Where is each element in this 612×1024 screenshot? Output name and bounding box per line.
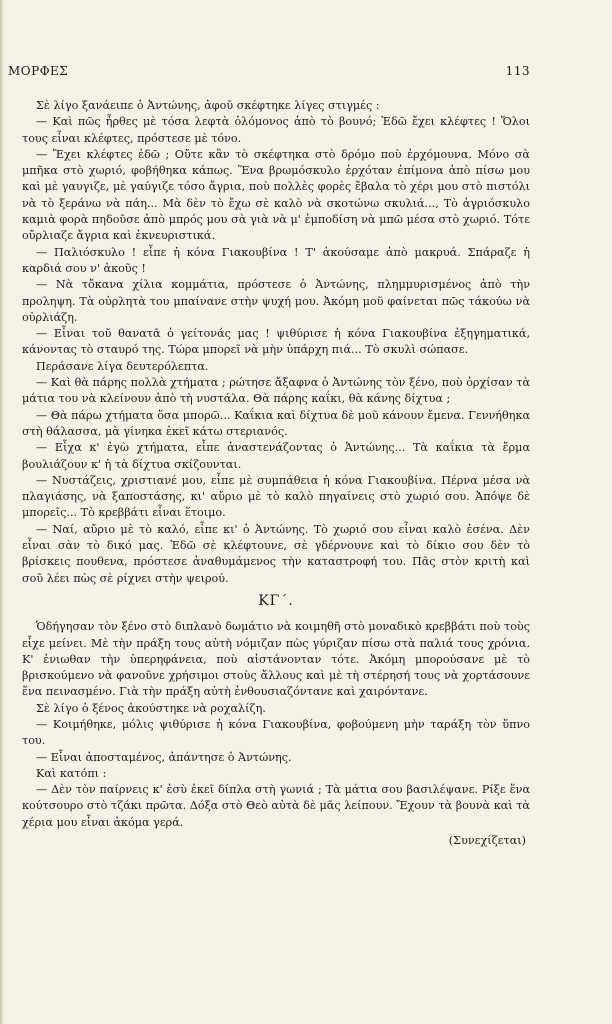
running-header — [8, 64, 530, 78]
page-edge-shadow — [0, 0, 4, 1024]
paragraph: — Νὰ τὄκανα χίλια κομμάτια, πρόστεσε ὁ Ἀντώνης, πλημμυρισμένος ἀπὸ τὴν προληψη. Τὰ οὐρλητὰ του μπαίνανε στὴν ψυχή μου. Ἀκόμη μοῦ φαίνεται πῶς τάκούω νὰ οὐρλιάζη. — [22, 278, 530, 324]
paragraph: Περάσανε λίγα δευτερόλεπτα. — [36, 359, 209, 373]
paragraph: — Δὲν τὸν παίρνεις κ' ἐσὺ ἐκεῖ δίπλα στὴ γωνιά ; Τὰ μάτια σου βασιλέψανε. Ρίξε ἕνα κούτσουρο στὸ τζάκι πρῶτα. Δόξα στὸ Θεὸ αὐτὰ δὲ μᾶς λείπουν. Ἔχουν τὰ βουνὰ καὶ τὰ χέρια μου εἶναι ἀκόμα γερά. — [22, 783, 530, 829]
paragraph: — Εἶναι ἀποσταμένος, ἀπάντησε ὁ Ἀντώνης. — [36, 750, 292, 764]
paragraph: — Καὶ πῶς ἦρθες μὲ τόσα λεφτὰ ὁλόμονος ἀπὸ τὸ βουνό; Ἐδῶ ἔχει κλέφτες ! Ὅλοι τους εἶναι κλέφτες, πρόστεσε μὲ τόνο. — [22, 115, 530, 145]
to-be-continued: (Συνεχίζεται) — [448, 834, 526, 848]
paragraph: — Ναί, αὔριο μὲ τὸ καλό, εἶπε κι' ὁ Ἀντώνης. Τὸ χωριό σου εἶναι καλὸ ἐσένα. Δὲν εἶναι σὰν τὸ δικό μας. Ἐδῶ σὲ κλέφτουνε, σὲ γδέρνουνε καὶ τὸ δίκιο σου δὲν τὸ βρίσκεις πουθενα, πρόστεσε ἀναθυμάμενος τὴν καταστροφή του. Πᾶς στὸν κριτὴ καὶ σοῦ λέει πὼς σὲ ρίχνει στὴν ψειρού. — [22, 522, 530, 585]
paragraph: — Εἶχα κ' ἐγὼ χτήματα, εἶπε ἀναστενάζοντας ὁ Ἀντώνης... Τὰ καΐκια τὰ ἔρμα βουλιάζουν κ' ἡ τὰ δίχτυα σκίζουνται. — [22, 441, 530, 471]
paragraph: — Παλιόσκυλο ! εἶπε ἡ κόνα Γιακουβίνα ! Τ' ἀκούσαμε ἀπὸ μακρυά. Σπάραζε ἡ καρδιά σου ν' ἀκοῦς ! — [22, 245, 530, 275]
paragraph: — Θὰ πάρω χτήματα ὅσα μπορῶ... Καΐκια καὶ δίχτυα δὲ μοῦ κάνουν ἔμενα. Γεννήθηκα στὴ θάλασσα, μὰ γίνηκα ἐκεῖ κάτω στεριανός. — [22, 408, 530, 438]
paragraph: — Κοιμήθηκε, μόλις ψιθύρισε ἡ κόνα Γιακουβίνα, φοβούμενη μὴν ταράξη τὸν ὕπνο του. — [22, 717, 530, 748]
paragraph: Καὶ κατόπι : — [36, 766, 107, 780]
paragraph: Σὲ λίγο ξανάειπε ὁ Ἀντώνης, ἀφοῦ σκέφτηκε λίγες στιγμές : — [36, 99, 380, 112]
paragraph: Ὁδήγησαν τὸν ξένο στὸ διπλανὸ δωμάτιο νὰ κοιμηθῆ στὸ μοναδικὸ κρεββάτι ποὺ τοὺς εἶχε μείνει. Μὲ τὴν πράξη τους αὐτὴ νόμιζαν πὼς γύριζαν πίσω στὰ παλιά τους χρόνια. Κ' ἐνιωθαν τὴν ὑπερηφάνεια, ποὺ αἰστάνονταν τότε. Ἀκόμη μπορούσανε μὲ τὸ βρισκούμενο νὰ φανοῦνε χρήσιμοι στοὺς ἄλλους καὶ μὲ τὴ στέρησή τους νὰ χορτάσουνε ἕνα πεινασμένο. Γιὰ τὴν πράξη αὐτὴ ἐνθουσιαζόντανε καὶ χαιρόντανε. — [22, 620, 530, 699]
paragraph: — Νυστάζεις, χριστιανέ μου, εἶπε μὲ συμπάθεια ἡ κόνα Γιακουβίνα. Πέρνα μέσα νὰ πλαγιάσης, νὰ ξαποστάσης, κι' αὔριο μὲ τὸ καλὸ πηγαίνεις στὸ χωριό σου. Ἀπόψε δὲ μπορεῖς... Τὸ κρεββάτι εἶναι ἕτοιμο. — [22, 473, 530, 520]
article-body — [22, 98, 530, 849]
chapter-heading: ΚΓ΄. — [258, 592, 294, 609]
paragraph: Σὲ λίγο ὁ ξένος ἀκούστηκε νὰ ροχαλίζη. — [36, 701, 266, 715]
journal-title: ΜΟΡΦΕΣ — [8, 64, 69, 78]
paragraph: — Ἔχει κλέφτες ἐδῶ ; Οὔτε κἂν τὸ σκέφτηκα στὸ δρόμο ποὺ ἐρχόμουνα. Μόνο σὰ μπῆκα στὸ χωριό, φοβήθηκα κάπως. Ἕνα βρωμόσκυλο ἐρχόταν ἐπίμονα ἀπὸ πίσω μου καὶ μὲ γαυγιζε, μὲ γαύγιζε τόσο ἄγρια, ποὺ πολλὲς φορὲς ἔβαλα τὸ χέρι μου στὸ πιστόλι νὰ τὸ ξεράνω νὰ πάη... Μὰ δὲν τὸ ἔχω σὲ καλὸ νὰ σκοτώνω σκυλιά..., Τὸ ἀγριόσκυλο καμιὰ φορὰ πηδοῦσε ἀπὸ μπρός μου σὰ γιὰ νὰ μ' ἐμποδίση νὰ μπῶ μέσα στὸ χωριό. Τότε οὔρλιαζε ἄγρια καὶ ἐκνευριστικά. — [22, 147, 530, 243]
paragraph: — Εἶναι τοῦ θανατᾶ ὁ γείτονάς μας ! ψιθύρισε ἡ κόνα Γιακουβίνα ἐξηγηματικά, κάνοντας τὸ σταυρό της. Τώρα μπορεῖ νὰ μὴν ὑπάρχη πιά... Τὸ σκυλὶ σώπασε. — [22, 327, 530, 357]
page-number: 113 — [505, 64, 530, 78]
paragraph: — Καὶ θὰ πάρης πολλὰ χτήματα ; ρώτησε ἄξαφνα ὁ Ἀντώνης τὸν ξένο, ποὺ ὀρχίσαν τὰ μάτια του νὰ κλείνουν ἀπὸ τὴ νυστάλα. Θὰ πάρης καΐκι, θὰ κάνης δίχτυα ; — [22, 376, 530, 406]
